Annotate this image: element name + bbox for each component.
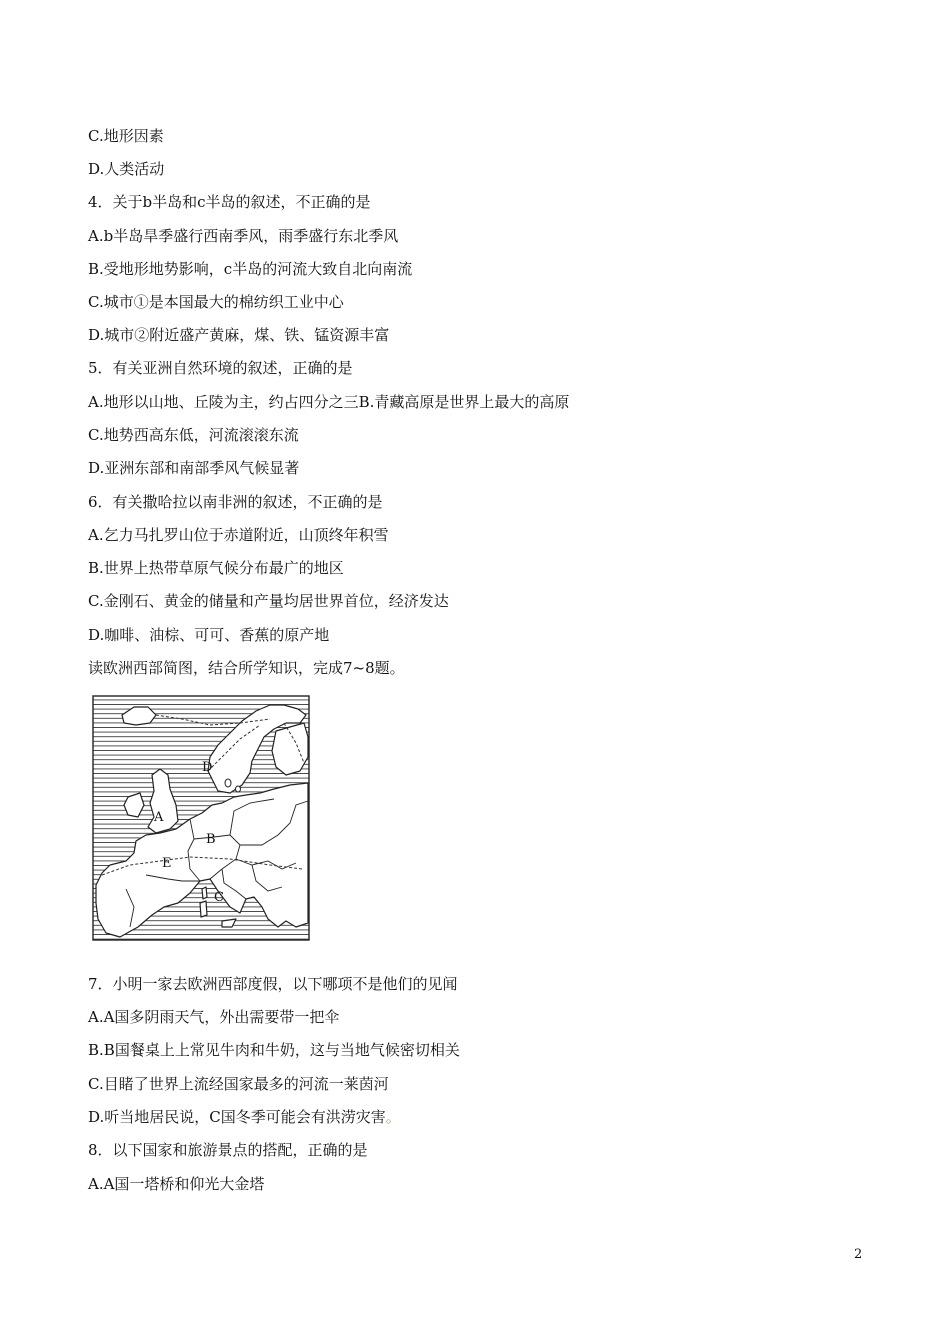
option-4d: D.城市②附近盛产黄麻，煤、铁、锰资源丰富 xyxy=(88,326,390,344)
option-5d: D.亚洲东部和南部季风气候显著 xyxy=(88,459,300,477)
question-4: 4．关于b半岛和c半岛的叙述，不正确的是 xyxy=(88,193,371,211)
western-europe-map xyxy=(90,693,312,943)
option-4a: A.b半岛旱季盛行西南季风，雨季盛行东北季风 xyxy=(88,227,399,245)
option-7d-text: D.听当地居民说，C国冬季可能会有洪涝灾害 xyxy=(88,1108,386,1126)
option-8a: A.A国一塔桥和仰光大金塔 xyxy=(88,1175,265,1193)
question-7: 7．小明一家去欧洲西部度假，以下哪项不是他们的见闻 xyxy=(88,975,458,993)
sardinia xyxy=(200,901,207,917)
option-7d xyxy=(88,1107,401,1127)
option-3c: C.地形因素 xyxy=(88,127,164,145)
option-6a: A.乞力马扎罗山位于赤道附近，山顶终年积雪 xyxy=(88,526,389,544)
option-3d: D.人类活动 xyxy=(88,160,165,178)
option-4c: C.城市①是本国最大的棉纺织工业中心 xyxy=(88,293,344,311)
option-6b: B.世界上热带草原气候分布最广的地区 xyxy=(88,559,344,577)
option-6d: D.咖啡、油棕、可可、香蕉的原产地 xyxy=(88,626,330,644)
option-5ab: A.地形以山地、丘陵为主，约占四分之三B.青藏高原是世界上最大的高原 xyxy=(88,393,570,411)
map-label-b: B xyxy=(206,832,216,847)
corsica xyxy=(202,887,207,899)
map-label-c: C xyxy=(214,890,224,905)
question-6: 6．有关撒哈拉以南非洲的叙述，不正确的是 xyxy=(88,493,383,511)
option-5c: C.地势西高东低，河流滚滚东流 xyxy=(88,426,299,444)
finland xyxy=(272,723,308,775)
option-6c: C.金刚石、黄金的储量和产量均居世界首位，经济发达 xyxy=(88,592,449,610)
option-7d-period: 。 xyxy=(385,1108,401,1126)
option-4b: B.受地形地势影响，c半岛的河流大致自北向南流 xyxy=(88,260,413,278)
map-instruction: 读欧洲西部简图，结合所学知识，完成7~8题。 xyxy=(88,659,405,677)
map-label-e: E xyxy=(162,856,172,871)
option-7b: B.B国餐桌上上常见牛肉和牛奶，这与当地气候密切相关 xyxy=(88,1041,460,1059)
question-8: 8．以下国家和旅游景点的搭配，正确的是 xyxy=(88,1141,368,1159)
option-7c: C.目睹了世界上流经国家最多的河流一莱茵河 xyxy=(88,1075,389,1093)
map-label-d: D xyxy=(202,760,213,775)
map-label-a: A xyxy=(154,810,164,825)
question-5: 5．有关亚洲自然环境的叙述，正确的是 xyxy=(88,359,353,377)
option-7a: A.A国多阴雨天气，外出需要带一把伞 xyxy=(88,1008,340,1026)
page-number: 2 xyxy=(854,1247,863,1262)
